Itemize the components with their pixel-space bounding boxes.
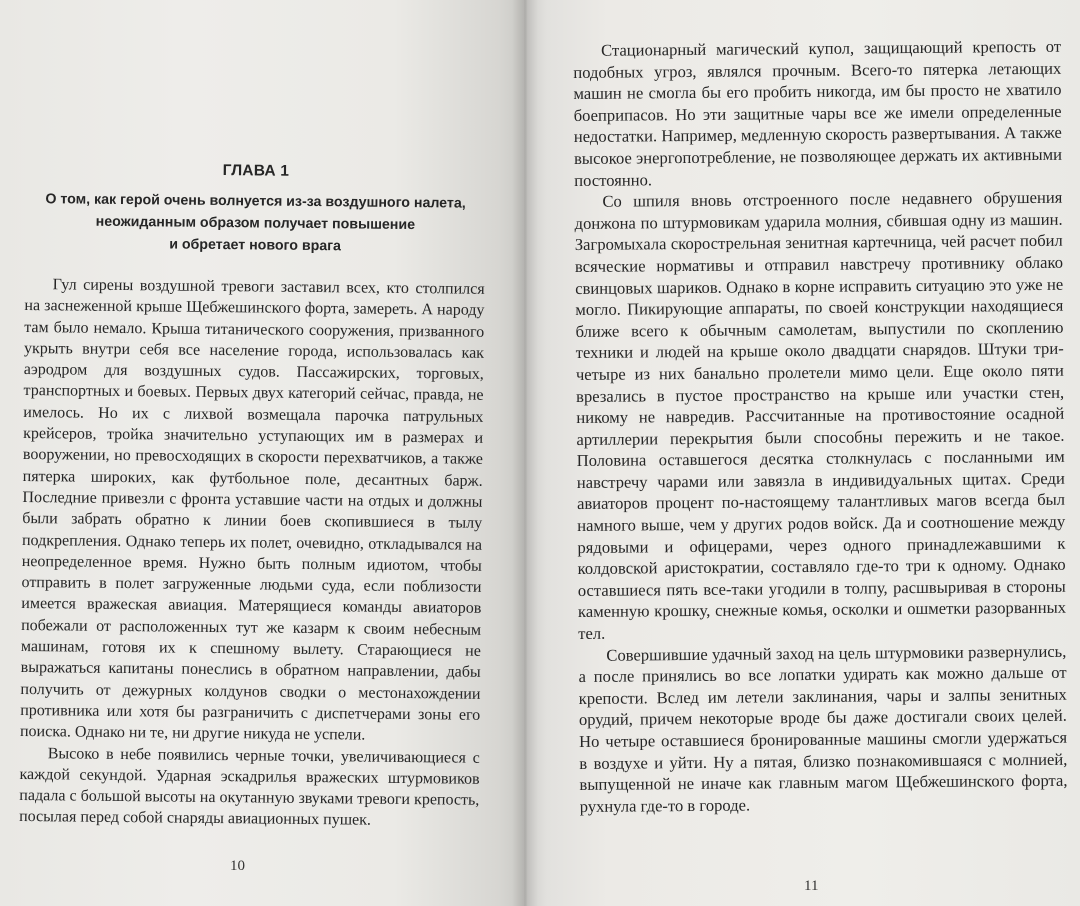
- chapter-subtitle-line: О том, как герой очень волнуется из-за воздушного налета,: [45, 191, 466, 212]
- right-page: [525, 0, 1080, 906]
- paragraph: Гул сирены воздушной тревоги заставил всех, кто столпился на заснеженной крыше Щебжешинского форта, замереть. А народу там было немало. Крыша титанического сооружения, призванного укрыть внутри себя все население города, использовалась как аэродром для воздушных судов. Пассажирских, торговых, транспортных и боевых. Первых двух категорий сейчас, правда, не имелось. Но их с лихвой возмещала парочка патрульных крейсеров, тройка значительно уступающих им в размерах и вооружении, но превосходящих в скорости перехватчиков, а также пятерка широких, как футбольное поле, десантных барж. Последние привезли с фронта уставшие части на отдых и должны были забрать обратно к линии боев скопившиеся в тылу подкрепления. Однако теперь их полет, очевидно, откладывался на неопределенное время. Нужно быть полным идиотом, чтобы отправить в полет загруженные людьми суда, если поблизости имеется вражеская авиация. Матерящиеся команды авиаторов побежали от расположенных тут же казарм к своим небесным машинам, готовя их к спешному вылету. Старающиеся не выражаться капитаны понеслись в обратном направлении, дабы получить от дежурных колдунов сводки о местонахождении противника или хотя бы разграничить с диспетчерами зоны его поиска. Однако ни те, ни другие никуда не успели.: [19, 276, 485, 744]
- chapter-title: ГЛАВА 1: [222, 162, 290, 180]
- page-number: 11: [804, 878, 819, 894]
- chapter-subtitle-line: неожиданным образом получает повышение: [95, 213, 416, 234]
- page-number: 10: [230, 858, 245, 874]
- paragraph: Стационарный магический купол, защищающий крепость от подобных угроз, являлся прочным. Всего-то пятерка летающих машин не смогла бы его пробить никогда, им бы просто не хватило боеприпасов. Но эти защитные чары все же имели определенные недостатки. Например, медленную скорость развертывания. А также высокое энергопотребление, не позволяющее держать их активными постоянно.: [573, 36, 1063, 190]
- left-page: [0, 0, 525, 906]
- paragraph: Со шпиля вновь отстроенного после недавнего обрушения донжона по штурмовикам ударила молния, сбившая одну из машин. Загромыхала скорострельная зенитная картечница, чей расчет побил всяческие нормативы и отправил навстречу противнику облако свинцовых шариков. Однако в корне исправить ситуацию это уже не могло. Пикирующие аппараты, по своей конструкции находящиеся ближе всего к обычным самолетам, выпустили по скоплению техники и людей на крыше около двадцати снарядов. Штуки три-четыре из них банально пролетели мимо цели. Еще около пяти врезались в пустое пространство на крыше или участки стен, никому не навредив. Рассчитанные на противостояние осадной артиллерии перекрытия были способны пережить и не такое. Половина оставшегося десятка столкнулась с посланными им навстречу чарами или завязла в индивидуальных щитах. Среди авиаторов процент по-настоящему талантливых магов всегда был намного выше, чем у других родов войск. Да и соотношение между рядовыми и офицерами, через одного принадлежавшими к колдовской аристократии, составляло где-то три к одному. Однако оставшиеся пять все-таки угодили в толпу, расшвыривая в стороны каменную крошку, снежные комья, осколки и ошметки разорванных тел.: [574, 187, 1067, 644]
- paragraph: Высоко в небе появились черные точки, увеличивающиеся с каждой секундой. Ударная эскадрилья вражеских штурмовиков падала с большой высоты на окутанную звуками тревоги крепость, посылая перед собой снаряды авиационных пушек.: [19, 744, 480, 830]
- right-page-text: [573, 36, 1068, 818]
- chapter-subtitle-line: и обретает нового врага: [169, 236, 342, 255]
- chapter-subtitle: [25, 188, 486, 259]
- paragraph: Совершившие удачный заход на цель штурмовики развернулись, а после принялись во все лопатки удирать как можно дальше от крепости. Вслед им летели заклинания, чары и залпы зенитных орудий, причем некоторые вроде бы даже достигали своих целей. Но четыре оставшиеся бронированные машины смогли удержаться в воздухе и уйти. Ну а пятая, близко познакомившаяся с молнией, выпущенной не иначе как главным магом Щебжешинского форта, рухнула где-то в городе.: [578, 641, 1068, 816]
- left-page-text: [19, 160, 486, 832]
